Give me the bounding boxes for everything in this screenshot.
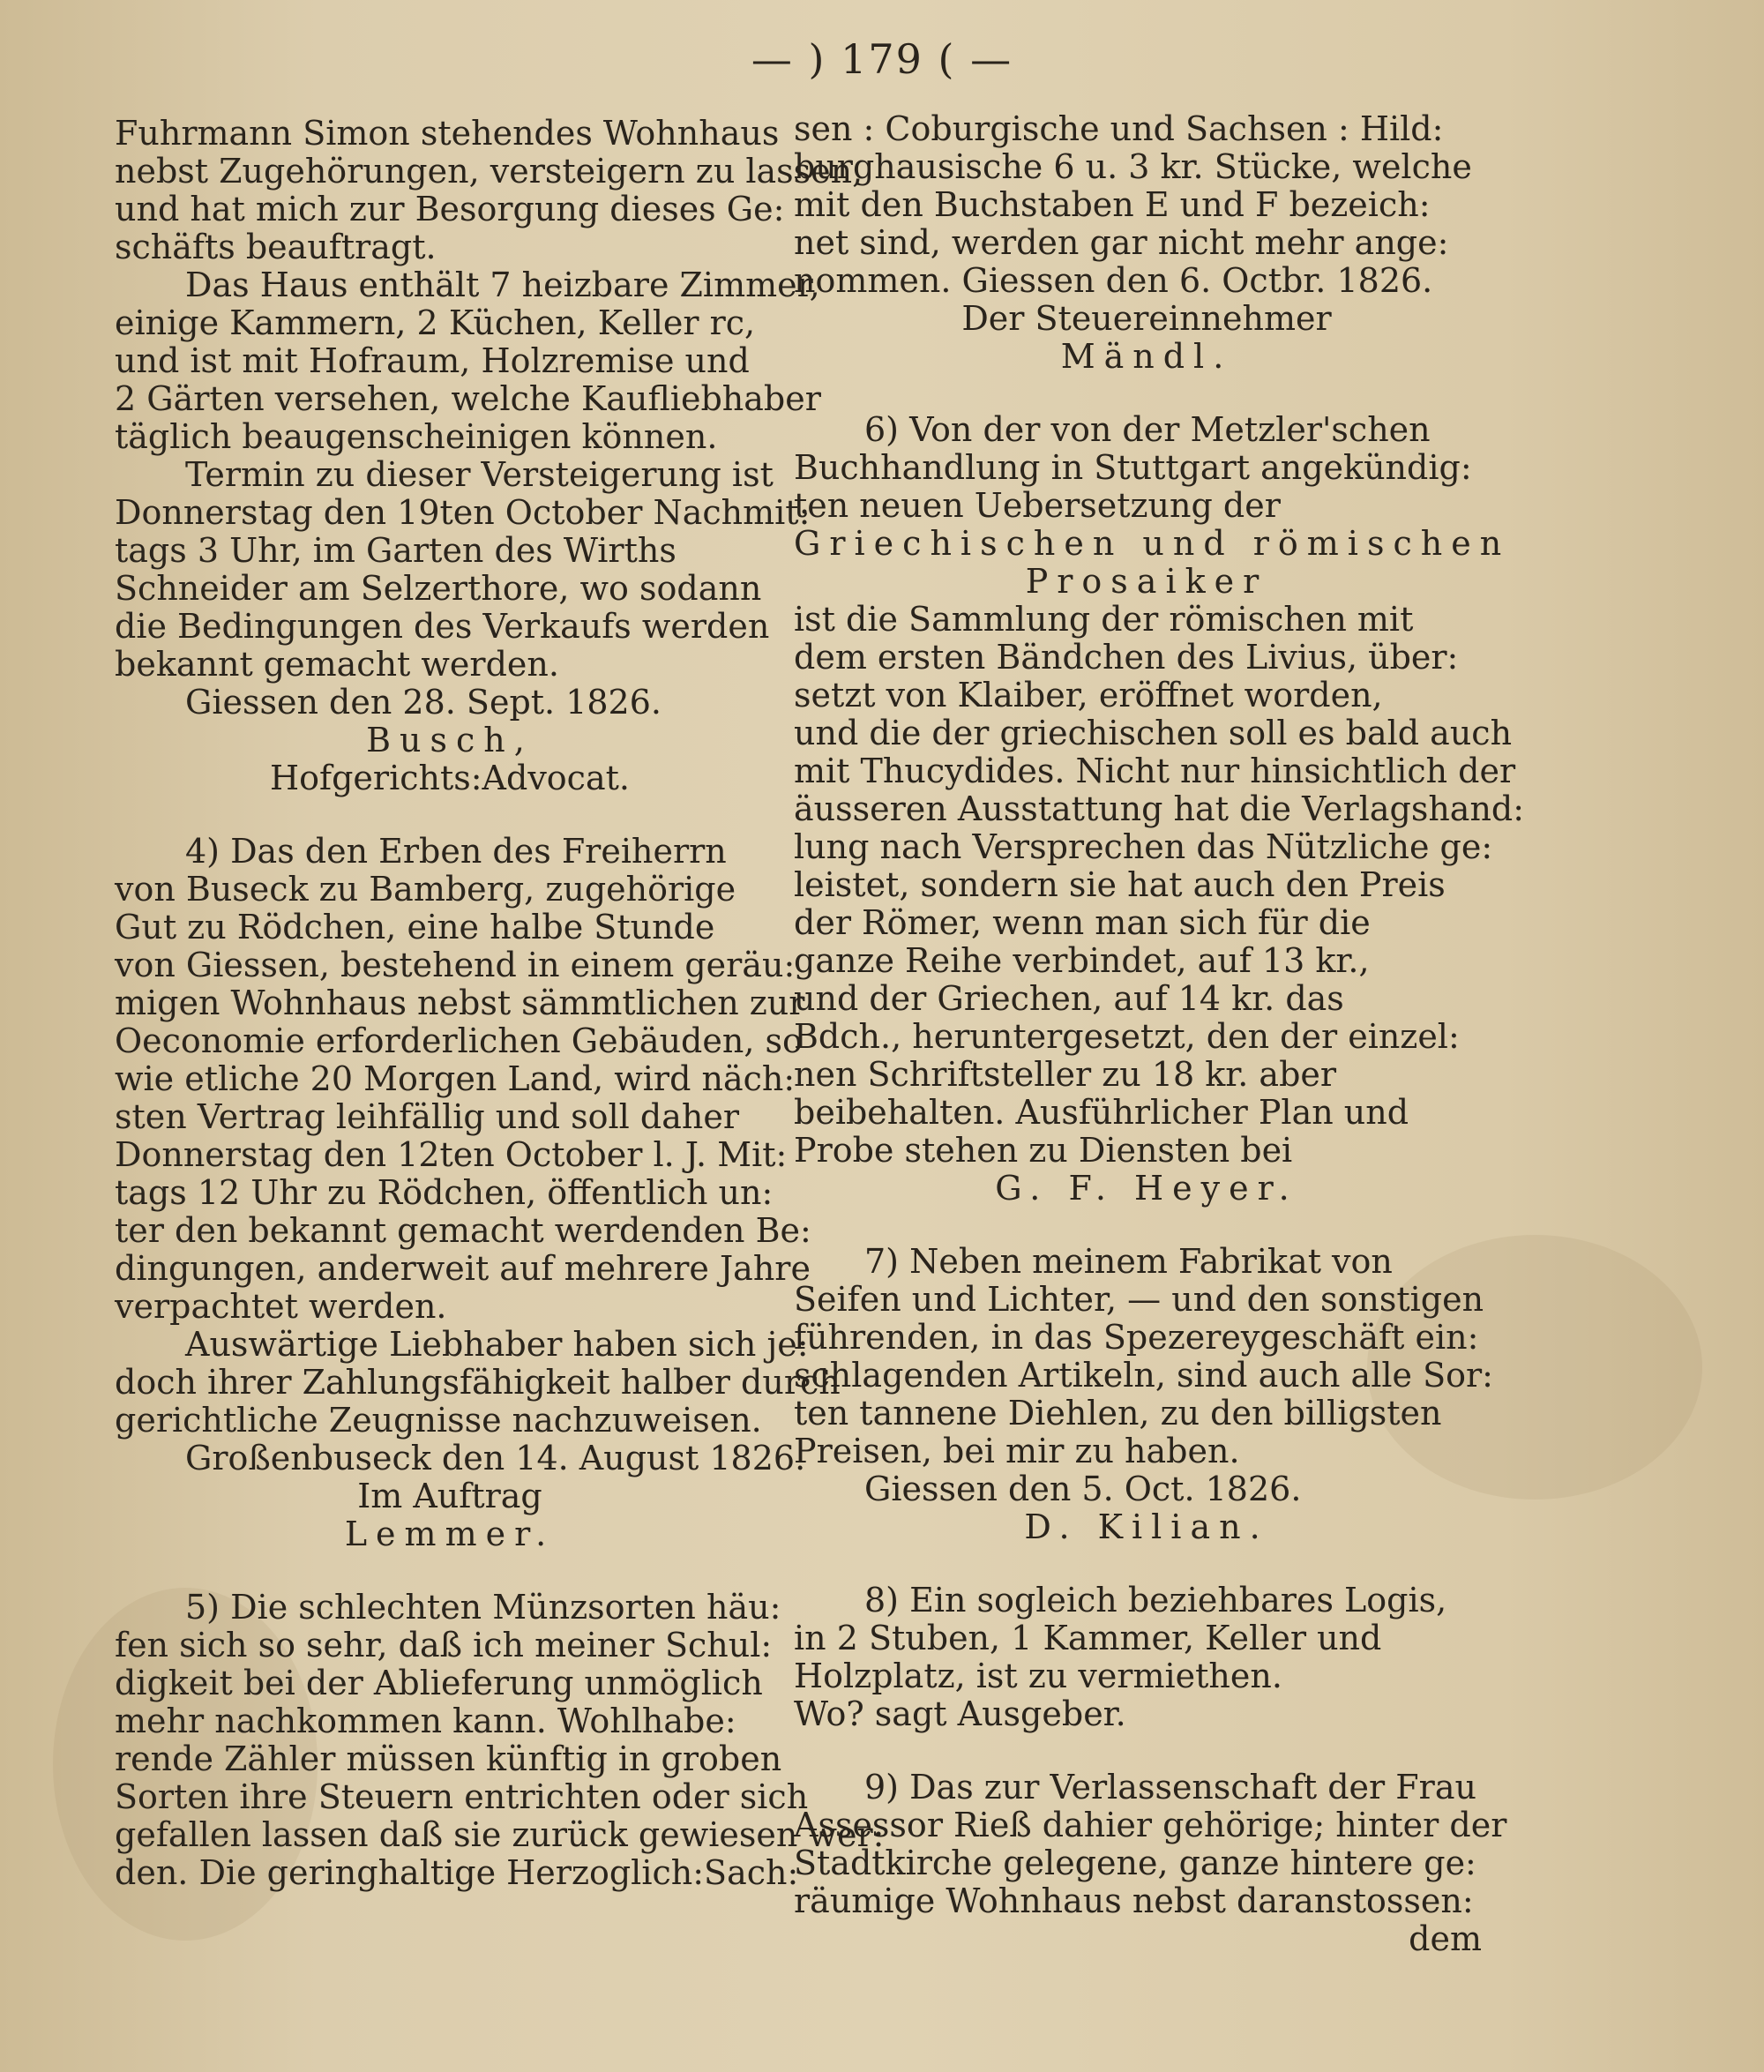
text-line: von Giessen, bestehend in einem geräu: <box>115 946 796 984</box>
text-line: leistet, sondern sie hat auch den Preis <box>794 865 1446 904</box>
text-line: wie etliche 20 Morgen Land, wird näch: <box>115 1059 796 1098</box>
text-line: ist die Sammlung der römischen mit <box>794 600 1414 639</box>
paragraph-gap <box>794 1208 1499 1243</box>
text-line: Stadtkirche gelegene, ganze hintere ge: <box>794 1844 1476 1882</box>
text-line: dem ersten Bändchen des Livius, über: <box>794 638 1459 677</box>
text-line: tags 12 Uhr zu Rödchen, öffentlich un: <box>115 1173 774 1212</box>
text-line: in 2 Stuben, 1 Kammer, Keller und <box>794 1619 1382 1657</box>
text-line: ten neuen Uebersetzung der <box>794 486 1281 525</box>
text-line: 8) Ein sogleich beziehbares Logis, <box>864 1581 1447 1619</box>
paragraph-gap <box>115 797 785 833</box>
text-line: 7) Neben meinem Fabrikat von <box>864 1242 1393 1281</box>
text-line: bekannt gemacht werden. <box>115 645 559 684</box>
text-line: Busch, <box>366 721 534 759</box>
text-line: tags 3 Uhr, im Garten des Wirths <box>115 531 676 570</box>
paragraph-gap <box>115 1553 785 1589</box>
text-line: räumige Wohnhaus nebst daranstossen: <box>794 1881 1474 1920</box>
text-line: Griechischen und römischen <box>794 524 1511 563</box>
text-line: Probe stehen zu Diensten bei <box>794 1131 1293 1170</box>
text-line: ter den bekannt gemacht werdenden Be: <box>115 1211 811 1250</box>
text-line: schlagenden Artikeln, sind auch alle Sor: <box>794 1356 1493 1395</box>
text-line: Wo? sagt Ausgeber. <box>794 1694 1126 1733</box>
text-line: 5) Die schlechten Münzsorten häu: <box>185 1588 781 1627</box>
text-line: ganze Reihe verbindet, auf 13 kr., <box>794 941 1370 980</box>
text-line: Prosaiker <box>1025 562 1268 601</box>
text-line: D. Kilian. <box>1024 1507 1269 1546</box>
text-line: net sind, werden gar nicht mehr ange: <box>794 223 1449 262</box>
text-line: der Römer, wenn man sich für die <box>794 903 1371 942</box>
text-line: äusseren Ausstattung hat die Verlagshand: <box>794 789 1525 828</box>
text-line: Auswärtige Liebhaber haben sich je: <box>185 1325 809 1364</box>
text-line: doch ihrer Zahlungsfähigkeit halber durch <box>115 1363 841 1402</box>
text-line: Buchhandlung in Stuttgart angekündig: <box>794 448 1472 487</box>
text-line: Assessor Rieß dahier gehörige; hinter der <box>794 1806 1507 1844</box>
paragraph-gap <box>794 376 1499 411</box>
text-line: dingungen, anderweit auf mehrere Jahre <box>115 1249 811 1288</box>
text-line: und der Griechen, auf 14 kr. das <box>794 979 1344 1018</box>
text-line: Gut zu Rödchen, eine halbe Stunde <box>115 908 715 946</box>
text-line: und ist mit Hofraum, Holzremise und <box>115 341 750 380</box>
text-line: Lemmer. <box>344 1515 556 1553</box>
text-line: und die der griechischen soll es bald auch <box>794 714 1513 752</box>
text-line: Giessen den 28. Sept. 1826. <box>185 683 662 722</box>
text-line: verpachtet werden. <box>115 1287 447 1326</box>
text-line: Holzplatz, ist zu vermiethen. <box>794 1657 1282 1695</box>
text-line: nebst Zugehörungen, versteigern zu lassen, <box>115 152 863 191</box>
text-line: Donnerstag den 12ten October l. J. Mit: <box>115 1135 788 1174</box>
text-line: Fuhrmann Simon stehendes Wohnhaus <box>115 114 780 153</box>
text-line: und hat mich zur Besorgung dieses Ge: <box>115 190 785 228</box>
text-line: Im Auftrag <box>357 1477 542 1515</box>
text-line: dem <box>1409 1919 1482 1958</box>
text-line: gerichtliche Zeugnisse nachzuweisen. <box>115 1401 762 1440</box>
text-line: täglich beaugenscheinigen können. <box>115 417 718 456</box>
paragraph-gap <box>794 1546 1499 1582</box>
text-line: den. Die geringhaltige Herzoglich:Sach: <box>115 1853 799 1892</box>
text-line: Das Haus enthält 7 heizbare Zimmer, <box>185 266 820 304</box>
text-line: die Bedingungen des Verkaufs werden <box>115 607 770 646</box>
text-line: Der Steuereinnehmer <box>961 299 1332 338</box>
page-number: — ) 179 ( — <box>751 35 1013 83</box>
text-line: mit den Buchstaben E und F bezeich: <box>794 185 1431 224</box>
text-line: ten tannene Diehlen, zu den billigsten <box>794 1394 1442 1432</box>
text-line: Sorten ihre Steuern entrichten oder sich <box>115 1777 809 1816</box>
text-line: lung nach Versprechen das Nützliche ge: <box>794 827 1493 866</box>
text-line: setzt von Klaiber, eröffnet worden, <box>794 676 1383 714</box>
text-line: schäfts beauftragt. <box>115 228 437 266</box>
text-line: 6) Von der von der Metzler'schen <box>864 410 1431 449</box>
text-line: Schneider am Selzerthore, wo sodann <box>115 569 762 608</box>
text-line: mit Thucydides. Nicht nur hinsichtlich der <box>794 752 1516 790</box>
text-line: von Buseck zu Bamberg, zugehörige <box>115 870 736 909</box>
paragraph-gap <box>794 1733 1499 1769</box>
text-line: Mändl. <box>1060 337 1233 376</box>
text-line: 2 Gärten versehen, welche Kaufliebhaber <box>115 379 821 418</box>
text-line: nommen. Giessen den 6. Octbr. 1826. <box>794 261 1433 300</box>
text-line: rende Zähler müssen künftig in groben <box>115 1739 782 1778</box>
text-line: Großenbuseck den 14. August 1826. <box>185 1439 806 1477</box>
right-column <box>794 109 1525 1958</box>
text-line: fen sich so sehr, daß ich meiner Schul: <box>115 1626 773 1664</box>
text-line: digkeit bei der Ablieferung unmöglich <box>115 1664 763 1702</box>
text-line: nen Schriftsteller zu 18 kr. aber <box>794 1055 1337 1094</box>
text-line: Seifen und Lichter, — und den sonstigen <box>794 1280 1484 1319</box>
text-line: G. F. Heyer. <box>995 1169 1298 1208</box>
text-line: Hofgerichts:Advocat. <box>270 759 630 797</box>
text-line: migen Wohnhaus nebst sämmtlichen zur <box>115 984 805 1022</box>
text-line: sen : Coburgische und Sachsen : Hild: <box>794 109 1444 148</box>
text-line: gefallen lassen daß sie zurück gewiesen wer: <box>115 1815 885 1854</box>
text-line: 9) Das zur Verlassenschaft der Frau <box>864 1768 1476 1806</box>
text-line: einige Kammern, 2 Küchen, Keller rc, <box>115 303 756 342</box>
left-column <box>115 114 885 1892</box>
text-line: Preisen, bei mir zu haben. <box>794 1432 1240 1470</box>
text-line: Bdch., heruntergesetzt, den der einzel: <box>794 1017 1460 1056</box>
text-line: führenden, in das Spezereygeschäft ein: <box>794 1318 1479 1357</box>
text-line: Donnerstag den 19ten October Nachmit: <box>115 493 811 532</box>
text-line: mehr nachkommen kann. Wohlhabe: <box>115 1702 736 1740</box>
text-line: 4) Das den Erben des Freiherrn <box>185 832 727 871</box>
text-line: sten Vertrag leihfällig und soll daher <box>115 1097 739 1136</box>
text-line: Giessen den 5. Oct. 1826. <box>864 1470 1302 1508</box>
text-line: beibehalten. Ausführlicher Plan und <box>794 1093 1409 1132</box>
text-line: burghausische 6 u. 3 kr. Stücke, welche <box>794 147 1472 186</box>
text-line: Oeconomie erforderlichen Gebäuden, so <box>115 1021 803 1060</box>
text-line: Termin zu dieser Versteigerung ist <box>185 455 774 494</box>
